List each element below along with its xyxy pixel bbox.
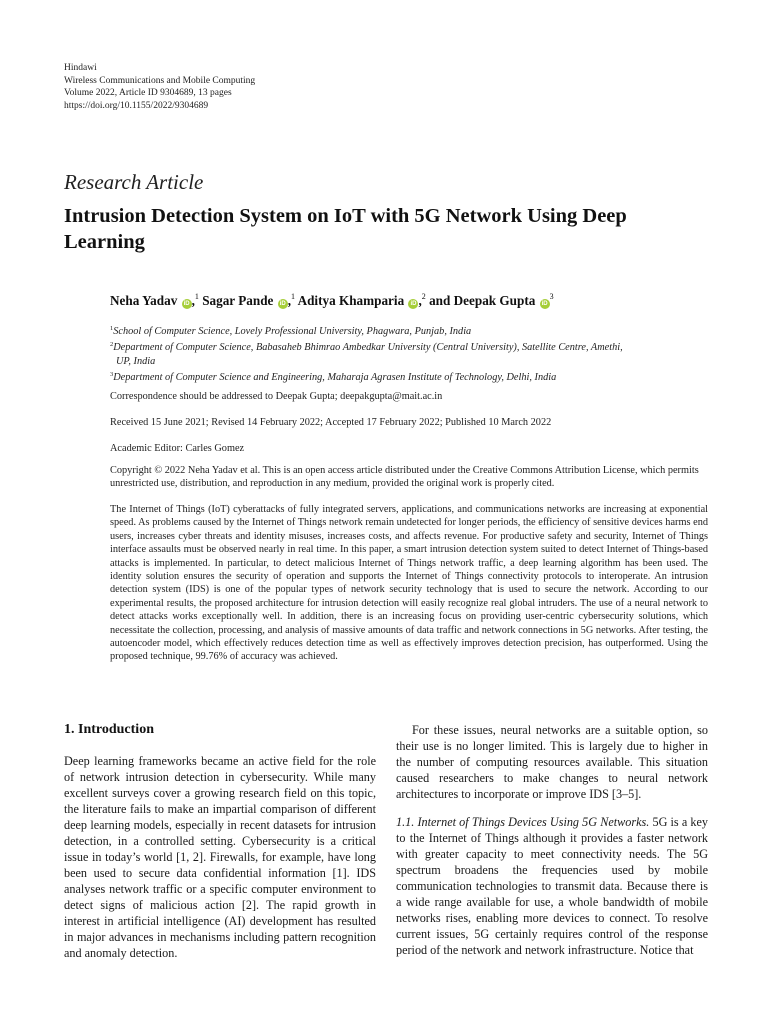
- affiliation-marker: 1: [290, 292, 295, 301]
- affiliation-item: [110, 368, 708, 384]
- copyright-notice: Copyright © 2022 Neha Yadav et al. This is an open access article distributed under the Creative Commons Attribution License, which permits unrestricted use, distribution, and reproduction in any medium, provided the original work is properly cited.: [110, 465, 699, 490]
- author-separator: ,: [191, 293, 195, 308]
- affiliation-marker: 3: [549, 292, 554, 301]
- affiliation-marker: 1: [194, 292, 199, 301]
- affiliation-item: [110, 338, 708, 368]
- affiliation-number: 3: [110, 371, 114, 379]
- affiliation-item: [110, 322, 708, 338]
- body-text: 5G is a key to the Internet of Things although it provides a faster network with greater capacity to meet connectivity needs. The 5G spectrum broadens the frequencies used by mobile communication technologies to transmit data. Because there is a wide range available for use, a whole bandwidth of mobile networks rises, enabling more devices to connect. To resolve current issues, 5G certainly requires control of the response period of the network and network infrastructure. Notice that: [396, 815, 709, 957]
- affiliation-text: School of Computer Science, Lovely Professional University, Phagwara, Punjab, India: [113, 326, 472, 337]
- affiliations: [110, 322, 708, 385]
- affiliation-number: 1: [110, 325, 114, 332]
- doi-link[interactable]: https://doi.org/10.1155/2022/9304689: [64, 100, 209, 111]
- body-paragraph: [396, 814, 708, 958]
- journal-name: Wireless Communications and Mobile Computing: [64, 75, 256, 86]
- affiliation-text: Department of Computer Science and Engineering, Maharaja Agrasen Institute of Technology, Delhi, India: [113, 372, 557, 384]
- abstract: The Internet of Things (IoT) cyberattacks of fully integrated servers, applications, and communications networks are increasing at exponential speed. As problems caused by the Internet of Things network remain undetected for longer periods, the efficiency of sensitive devices harms end users, increases cyber threats and identity misuses, increases costs, and affects revenue. For productive safety and security, Internet of Things interface assaults must be observed nearly in real time. In this paper, a smart intrusion detection system suited to detect Internet of Things-based attacks is implemented. In particular, to detect malicious Internet of Things network traffic, a deep learning algorithm has been used. The identity solution ensures the security of operation and supports the Internet of Things connectivity protocols to interoperate. An intrusion detection system (IDS) is one of the popular types of network security technology that is used to secure the network. According to our experimental results, the proposed architecture for intrusion detection will easily recognize real global intruders. The use of a neural network to detect attacks works exceptionally well. In addition, there is an increasing focus on providing user-centric cybersecurity solutions, which necessitate the collection, processing, and analysis of massive amounts of data traffic and network connections in 5G networks. After testing, the autoencoder model, which effectively reduces detection time as well as effectively improves detection precision, has outperformed. Using the proposed technique, 99.76% of accuracy was achieved.: [110, 504, 708, 663]
- author-name: Deepak Gupta: [453, 293, 536, 308]
- academic-editor: Academic Editor: Carles Gomez: [110, 443, 245, 454]
- author-conjunction: and: [429, 293, 451, 308]
- orcid-icon[interactable]: iD: [541, 301, 548, 307]
- affiliation-text-continued: UP, India: [116, 355, 156, 367]
- correspondence: Correspondence should be addressed to Deepak Gupta; deepakgupta@mait.ac.in: [110, 391, 443, 402]
- publisher-name: Hindawi: [64, 63, 97, 73]
- author-name: Neha Yadav: [110, 293, 178, 308]
- publication-dates: Received 15 June 2021; Revised 14 February 2022; Accepted 17 February 2022; Published 10 March 2022: [110, 417, 552, 428]
- left-column: [64, 753, 376, 961]
- orcid-icon[interactable]: iD: [279, 301, 286, 307]
- orcid-icon[interactable]: iD: [410, 301, 417, 307]
- volume-info: Volume 2022, Article ID 9304689, 13 pages: [64, 88, 232, 99]
- subsection-heading: 1.1. Internet of Things Devices Using 5G Networks.: [396, 815, 650, 829]
- affiliation-number: 2: [110, 341, 114, 349]
- body-paragraph: Deep learning frameworks became an active field for the role of network intrusion detection in cybersecurity. While many excellent surveys cover a growing research field on this topic, the literature fails to make an impartial comparison of different deep learning models, especially in recent datasets for intrusion detection, in a controlled setting. Cybersecurity is a critical issue in today’s world [1, 2]. Firewalls, for example, have long been used to secure data confidential information [1]. IDS analyses network traffic or a specific computer environment to detect signs of malicious action [2]. The rapid growth in interest in artificial intelligence (AI) development has resulted in major advances in mechanisms including pattern recognition and anomaly detection.: [64, 754, 376, 960]
- affiliation-marker: 2: [421, 292, 426, 301]
- paper-title: Intrusion Detection System on IoT with 5G Network Using Deep Learning: [64, 205, 627, 253]
- article-type: Research Article: [64, 170, 204, 194]
- author-name: Sagar Pande: [202, 293, 274, 308]
- author-separator: ,: [418, 293, 422, 308]
- orcid-icon[interactable]: iD: [183, 301, 190, 307]
- affiliation-text: Department of Computer Science, Babasaheb Bhimrao Ambedkar University (Central University), Satellite Centre, Amethi,: [113, 342, 623, 354]
- author-name: Aditya Khamparia: [297, 293, 405, 308]
- body-paragraph: For these issues, neural networks are a suitable option, so their use is no longer limited. This is largely due to higher in the number of computing resources available. This situation caused researchers to make changes to neural network architectures to incorporate or improve IDS [3–5].: [396, 723, 708, 801]
- right-column: [396, 722, 708, 958]
- journal-header: [64, 62, 255, 112]
- author-separator: ,: [287, 293, 291, 308]
- author-list: [110, 292, 554, 309]
- section-heading-introduction: 1. Introduction: [64, 722, 154, 737]
